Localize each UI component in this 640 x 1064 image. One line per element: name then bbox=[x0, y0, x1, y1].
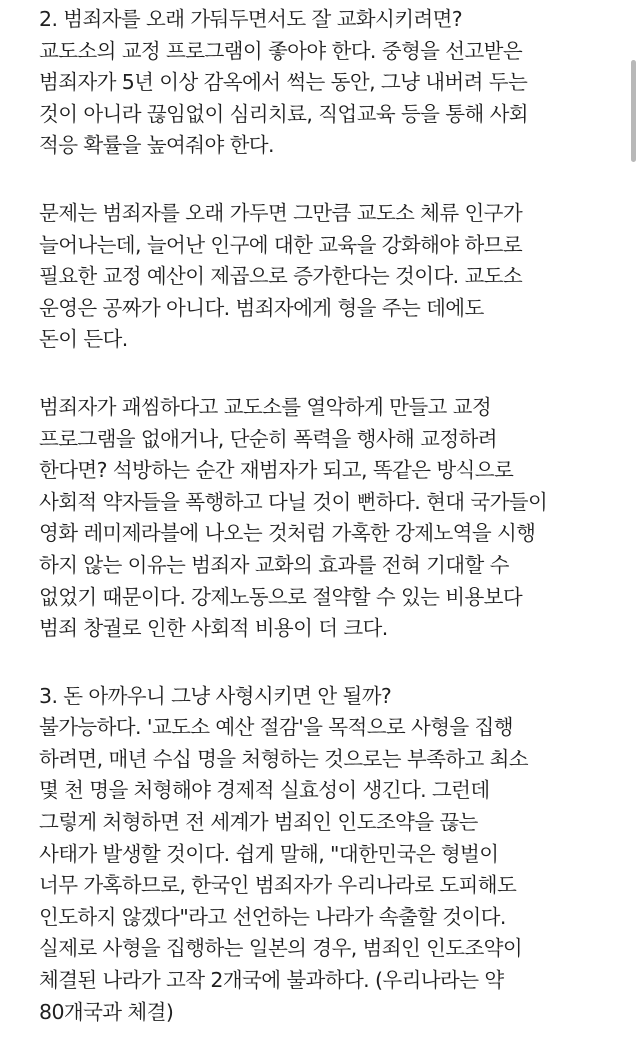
text-line: 한다면? 석방하는 순간 재범자가 되고, 똑같은 방식으로 bbox=[39, 458, 514, 483]
section-2-heading: 2. 범죄자를 오래 가둬두면서도 잘 교화시키려면? bbox=[39, 7, 463, 31]
text-line: 것이 아니라 끊임없이 심리치료, 직업교육 등을 통해 사회 bbox=[39, 101, 528, 126]
paragraph-budget-problem bbox=[39, 198, 609, 356]
text-line: 없었기 때문이다. 강제노동으로 절약할 수 있는 비용보다 bbox=[39, 584, 523, 609]
text-line: 그렇게 처형하면 전 세계가 범죄인 인도조약을 끊는 bbox=[39, 810, 478, 835]
text-line: 사회적 약자들을 폭행하고 다닐 것이 뻔하다. 현대 국가들이 bbox=[39, 489, 548, 514]
text-line: 적응 확률을 높여줘야 한다. bbox=[39, 133, 274, 158]
text-line: 범죄자가 5년 이상 감옥에서 썩는 동안, 그냥 내버려 두는 bbox=[39, 70, 528, 95]
text-line: 하지 않는 이유는 범죄자 교화의 효과를 전혀 기대할 수 bbox=[39, 552, 509, 577]
text-line: 돈이 든다. bbox=[39, 327, 128, 352]
text-line: 늘어나는데, 늘어난 인구에 대한 교육을 강화해야 하므로 bbox=[39, 232, 523, 257]
paragraph-section-2 bbox=[39, 4, 609, 162]
text-line: 불가능하다. '교도소 예산 절감'을 목적으로 사형을 집행 bbox=[39, 715, 513, 740]
text-line: 80개국과 체결) bbox=[39, 999, 174, 1024]
paragraph-section-3 bbox=[39, 681, 609, 1029]
text-line: 범죄자가 괘씸하다고 교도소를 열악하게 만들고 교정 bbox=[39, 394, 492, 419]
text-line: 하려면, 매년 수십 명을 처형하는 것으로는 부족하고 최소 bbox=[39, 746, 528, 771]
text-line: 필요한 교정 예산이 제곱으로 증가한다는 것이다. 교도소 bbox=[39, 264, 523, 289]
text-line: 범죄 창궐로 인한 사회적 비용이 더 크다. bbox=[39, 616, 388, 641]
text-line: 너무 가혹하므로, 한국인 범죄자가 우리나라로 도피해도 bbox=[39, 873, 517, 898]
text-line: 실제로 사형을 집행하는 일본의 경우, 범죄인 인도조약이 bbox=[39, 936, 523, 961]
text-line: 체결된 나라가 고작 2개국에 불과하다. (우리나라는 약 bbox=[39, 968, 504, 993]
section-3-heading: 3. 돈 아까우니 그냥 사형시키면 안 될까? bbox=[39, 683, 392, 708]
vertical-scrollbar[interactable] bbox=[626, 0, 640, 1060]
text-line: 교도소의 교정 프로그램이 좋아야 한다. 중형을 선고받은 bbox=[39, 38, 523, 63]
text-line: 프로그램을 없애거나, 단순히 폭력을 행사해 교정하려 bbox=[39, 426, 497, 451]
text-line: 영화 레미제라블에 나오는 것처럼 가혹한 강제노역을 시행 bbox=[39, 521, 536, 546]
paragraph-harsh-prisons bbox=[39, 392, 609, 645]
text-line: 사태가 발생할 것이다. 쉽게 말해, "대한민국은 형벌이 bbox=[39, 841, 499, 866]
article-body bbox=[39, 4, 609, 1064]
text-line: 몇 천 명을 처형해야 경제적 실효성이 생긴다. 그런데 bbox=[39, 778, 490, 803]
scrollbar-thumb[interactable] bbox=[631, 60, 636, 162]
text-line: 운영은 공짜가 아니다. 범죄자에게 형을 주는 데에도 bbox=[39, 295, 484, 320]
text-line: 문제는 범죄자를 오래 가두면 그만큼 교도소 체류 인구가 bbox=[39, 200, 523, 225]
text-line: 인도하지 않겠다"라고 선언하는 나라가 속출할 것이다. bbox=[39, 904, 506, 929]
